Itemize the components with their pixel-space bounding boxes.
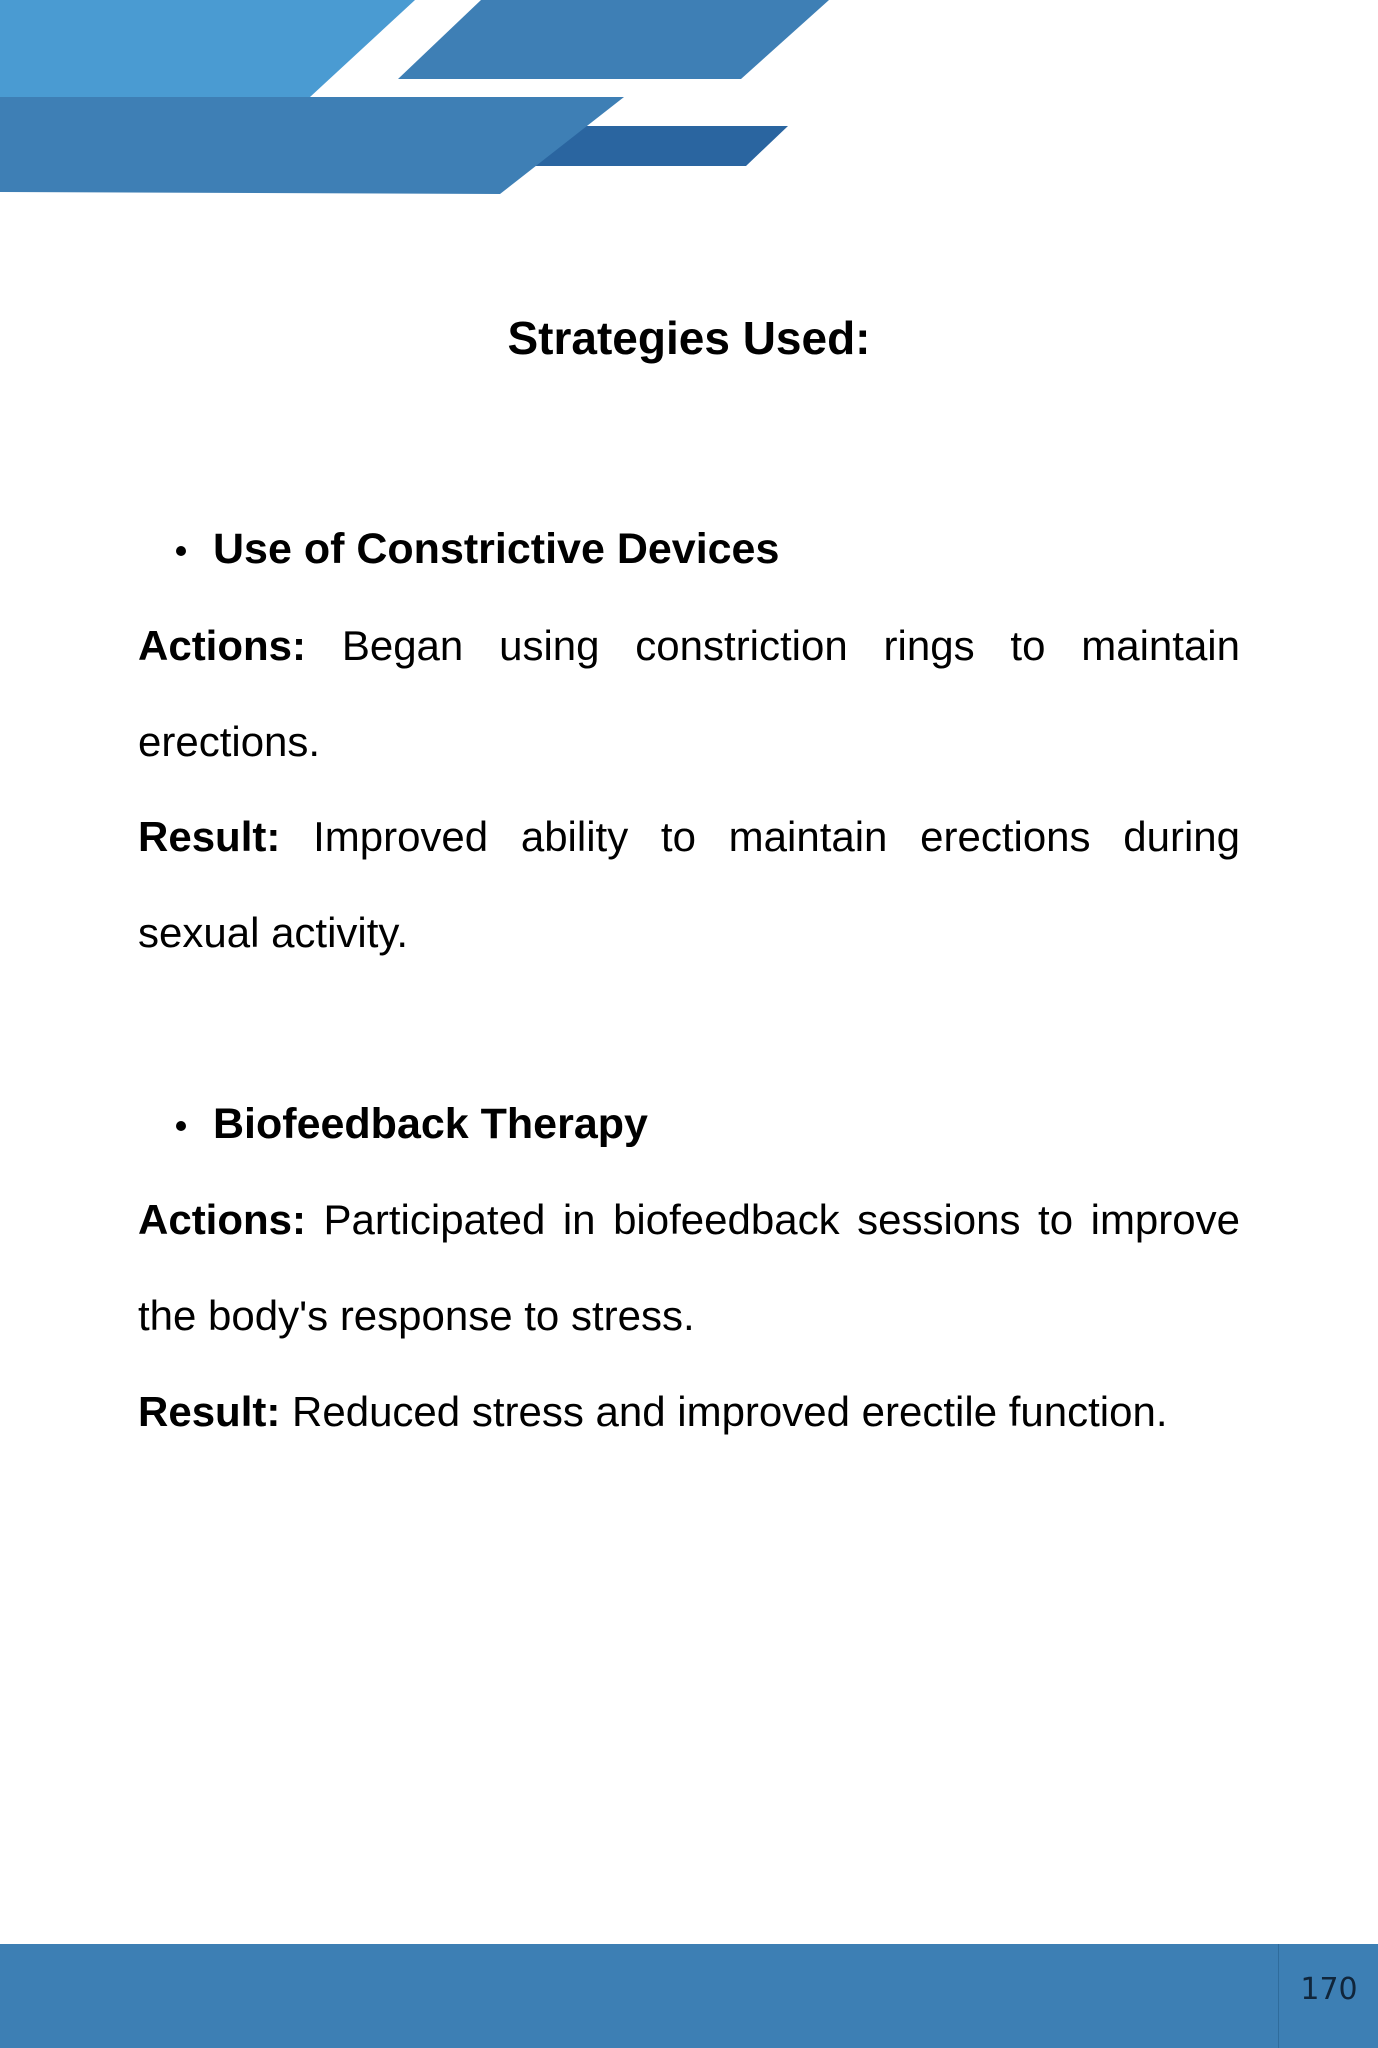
result-label: Result: <box>138 1388 281 1435</box>
page-number-box <box>1278 1944 1378 2048</box>
result-paragraph <box>138 789 1240 981</box>
actions-label: Actions: <box>138 1196 306 1243</box>
actions-text: Participated in biofeedback sessions to improve the body's response to stress. <box>138 1196 1240 1339</box>
page-title: Strategies Used: <box>507 312 871 364</box>
header-shape-light <box>0 0 415 97</box>
section-heading-text: Biofeedback Therapy <box>213 1100 648 1148</box>
actions-text: Began using constriction rings to maintain erections. <box>138 622 1240 765</box>
header-decoration <box>0 0 1378 200</box>
header-shape-top-right <box>398 0 829 79</box>
footer-bar <box>0 1944 1378 2048</box>
result-label: Result: <box>138 813 281 860</box>
header-shape-main-band <box>0 97 624 194</box>
actions-paragraph <box>138 1172 1240 1364</box>
result-text: Improved ability to maintain erections during sexual activity. <box>138 813 1240 956</box>
result-paragraph <box>138 1364 1240 1460</box>
actions-label: Actions: <box>138 622 306 669</box>
actions-paragraph <box>138 598 1240 790</box>
page-number: 170 <box>1300 1972 1358 2007</box>
bullet-icon <box>176 1121 186 1131</box>
result-text: Reduced stress and improved erectile function. <box>280 1388 1168 1435</box>
bullet-icon <box>176 546 186 556</box>
section-heading-text: Use of Constrictive Devices <box>213 525 780 573</box>
